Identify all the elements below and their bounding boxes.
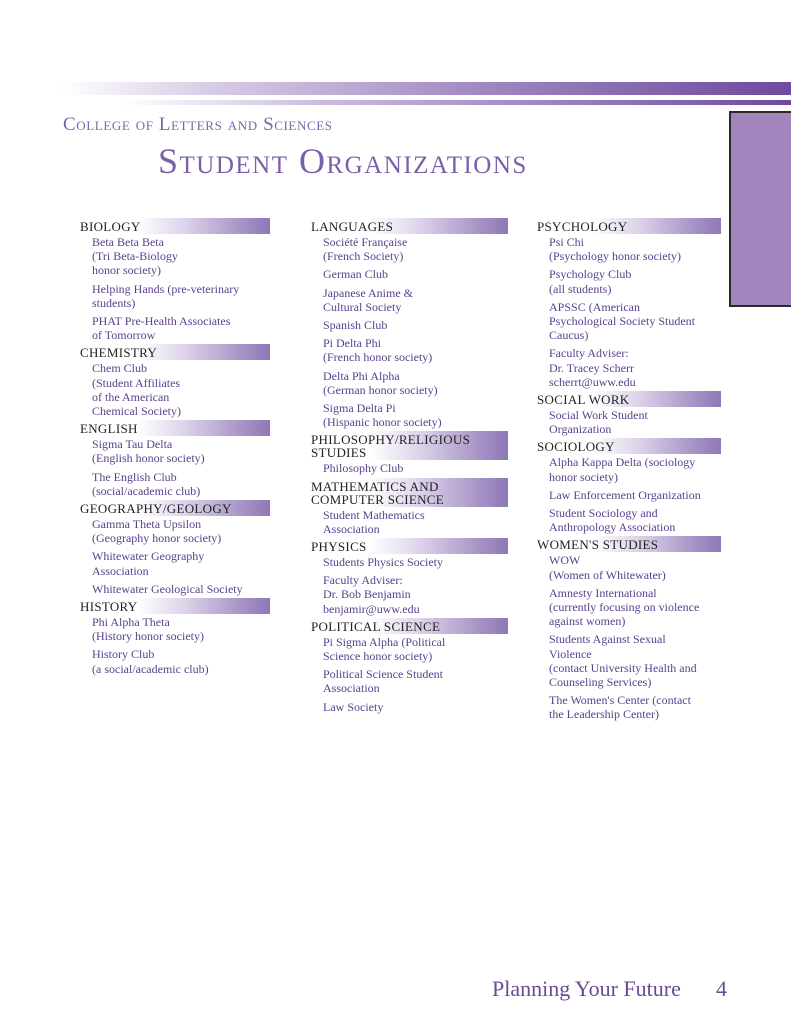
org-item: [80, 282, 270, 310]
org-section: [537, 218, 721, 389]
org-item-line: (Tri Beta-Biology: [92, 249, 178, 264]
org-item-line: Anthropology Association: [549, 520, 676, 535]
org-item: [311, 235, 508, 263]
org-item-line: German Club: [323, 267, 388, 282]
org-item-line: Pi Sigma Alpha (Political: [323, 634, 446, 649]
org-item-line: Organization: [549, 422, 612, 437]
org-section: [80, 598, 270, 676]
org-item-line: (German honor society): [323, 382, 438, 397]
org-item: [537, 235, 721, 263]
org-item: [80, 647, 270, 675]
org-item-line: Faculty Adviser:: [549, 346, 629, 361]
column-2: [311, 218, 508, 716]
section-header-line: STUDIES: [311, 445, 367, 461]
section-header: CHEMISTRY: [80, 344, 270, 360]
section-header: [311, 431, 508, 460]
org-item-line: Gamma Theta Upsilon: [92, 517, 202, 532]
section-header: WOMEN'S STUDIES: [537, 536, 721, 552]
org-item-line: Association: [323, 521, 380, 536]
section-header: SOCIAL WORK: [537, 391, 721, 407]
org-section: [537, 391, 721, 436]
org-item-line: Sigma Tau Delta: [92, 437, 173, 452]
org-item-line: Student Sociology and: [549, 506, 658, 521]
org-item-line: Beta Beta Beta: [92, 235, 164, 249]
org-item: [80, 437, 270, 465]
org-item-line: Amnesty International: [549, 585, 657, 600]
org-item-line: (French Society): [323, 249, 404, 264]
org-item: [311, 286, 508, 314]
section-header: LANGUAGES: [311, 218, 508, 234]
org-item-line: Science honor society): [323, 649, 433, 664]
org-item-line: The Women's Center (contact: [549, 693, 691, 708]
org-section: [537, 438, 721, 534]
org-item: [537, 455, 721, 483]
org-item: [311, 336, 508, 364]
org-item-line: Alpha Kappa Delta (sociology: [549, 455, 696, 470]
section-header-line: MATHEMATICS AND: [311, 478, 439, 494]
org-item-line: of the American: [92, 389, 170, 404]
org-item-line: Faculty Adviser:: [323, 573, 403, 588]
org-section: [311, 218, 508, 429]
org-item-line: Philosophy Club: [323, 461, 404, 476]
org-item: [80, 615, 270, 643]
side-tab-block: [729, 111, 791, 307]
org-section: [311, 618, 508, 714]
org-section: [311, 478, 508, 536]
org-item: [311, 369, 508, 397]
org-item-line: Delta Phi Alpha: [323, 368, 400, 383]
org-item-line: the Leadership Center): [549, 707, 659, 722]
college-subtitle: College of Letters and Sciences: [63, 114, 333, 135]
section-header: PSYCHOLOGY: [537, 218, 721, 234]
org-item: [537, 300, 721, 343]
section-header: HISTORY: [80, 598, 270, 614]
org-item-line: (contact University Health and: [549, 660, 697, 675]
org-item-line: Pi Delta Phi: [323, 336, 382, 351]
org-item-line: students): [92, 295, 136, 310]
org-item-line: Psychological Society Student: [549, 314, 695, 329]
org-item: [537, 693, 721, 721]
org-item-line: (a social/academic club): [92, 661, 209, 676]
decorative-top-bar: [60, 82, 791, 95]
org-item: [311, 267, 508, 281]
org-item: [311, 635, 508, 663]
org-item: [537, 553, 721, 581]
org-item: [80, 314, 270, 342]
org-item-line: benjamir@uww.edu: [323, 601, 420, 616]
org-item-line: Dr. Tracey Scherr: [549, 360, 634, 375]
org-item-line: Student Mathematics: [323, 507, 425, 522]
org-section: [80, 500, 270, 596]
org-item-line: PHAT Pre-Health Associates: [92, 314, 231, 329]
org-item: [80, 549, 270, 577]
org-item-line: (all students): [549, 281, 612, 296]
decorative-thin-bar: [120, 100, 791, 105]
org-item-line: Phi Alpha Theta: [92, 615, 170, 630]
org-item-line: Whitewater Geography: [92, 549, 205, 564]
footer-title: Planning Your Future: [492, 976, 681, 1001]
org-item-line: (English honor society): [92, 451, 205, 466]
org-item-line: Whitewater Geological Society: [92, 581, 243, 596]
org-item-line: Société Française: [323, 235, 408, 249]
column-1: [80, 218, 270, 678]
org-item-line: Caucus): [549, 328, 589, 343]
org-item-line: Psi Chi: [549, 235, 585, 249]
section-header: PHYSICS: [311, 538, 508, 554]
org-item-line: (Hispanic honor society): [323, 415, 442, 430]
org-item-line: WOW: [549, 553, 581, 568]
org-item: [537, 346, 721, 389]
page-number: 4: [716, 976, 727, 1001]
org-item: [80, 582, 270, 596]
section-header: BIOLOGY: [80, 218, 270, 234]
org-item: [537, 506, 721, 534]
org-section: [311, 538, 508, 616]
org-item: [80, 470, 270, 498]
org-item-line: Psychology Club: [549, 267, 632, 282]
org-item: [311, 461, 508, 475]
org-item: [311, 318, 508, 332]
org-item: [80, 235, 270, 278]
section-header: ENGLISH: [80, 420, 270, 436]
org-item-line: honor society): [549, 469, 618, 484]
section-header: SOCIOLOGY: [537, 438, 721, 454]
org-item-line: Dr. Bob Benjamin: [323, 587, 411, 602]
org-section: [311, 431, 508, 475]
org-item-line: Sigma Delta Pi: [323, 401, 396, 416]
org-item-line: Association: [92, 563, 149, 578]
org-item-line: Counseling Services): [549, 675, 652, 690]
page-title: Student Organizations: [158, 141, 528, 181]
org-item-line: (social/academic club): [92, 483, 201, 498]
org-item-line: Students Against Sexual: [549, 632, 666, 647]
org-item: [537, 408, 721, 436]
org-item-line: Cultural Society: [323, 299, 402, 314]
org-item-line: History Club: [92, 647, 155, 662]
org-item: [311, 700, 508, 714]
org-item-line: against women): [549, 614, 626, 629]
org-item-line: Japanese Anime &: [323, 285, 413, 300]
org-item: [537, 586, 721, 629]
org-item: [311, 555, 508, 569]
org-item: [80, 361, 270, 418]
org-item-line: Association: [323, 681, 380, 696]
org-item-line: (Psychology honor society): [549, 249, 681, 264]
org-item-line: (French honor society): [323, 350, 433, 365]
org-section: [80, 344, 270, 418]
section-header-line: COMPUTER SCIENCE: [311, 491, 445, 507]
org-item: [311, 508, 508, 536]
org-item-line: Violence: [549, 646, 592, 661]
org-item: [311, 573, 508, 616]
org-section: [80, 420, 270, 498]
section-header: [311, 478, 508, 507]
org-item: [537, 267, 721, 295]
org-item: [311, 667, 508, 695]
org-item: [537, 632, 721, 689]
org-item-line: Helping Hands (pre-veterinary: [92, 281, 240, 296]
org-section: [537, 536, 721, 721]
column-3: [537, 218, 721, 724]
org-item-line: (currently focusing on violence: [549, 600, 700, 615]
org-item-line: APSSC (American: [549, 299, 640, 314]
org-item-line: (History honor society): [92, 629, 204, 644]
org-item-line: The English Club: [92, 469, 177, 484]
org-item-line: (Geography honor society): [92, 531, 222, 546]
org-item-line: Spanish Club: [323, 318, 388, 333]
org-item: [311, 401, 508, 429]
org-item-line: of Tomorrow: [92, 328, 156, 343]
org-item-line: Social Work Student: [549, 408, 648, 423]
org-item-line: Law Enforcement Organization: [549, 487, 701, 502]
org-section: [80, 218, 270, 342]
org-item-line: (Student Affiliates: [92, 375, 181, 390]
org-item-line: Law Society: [323, 699, 384, 714]
org-item-line: Students Physics Society: [323, 555, 444, 570]
org-item-line: (Women of Whitewater): [549, 567, 666, 582]
org-item: [537, 488, 721, 502]
org-item-line: Political Science Student: [323, 667, 443, 682]
section-header: GEOGRAPHY/GEOLOGY: [80, 500, 270, 516]
section-header: POLITICAL SCIENCE: [311, 618, 508, 634]
section-header-line: PHILOSOPHY/RELIGIOUS: [311, 432, 471, 448]
org-item-line: scherrt@uww.edu: [549, 374, 636, 389]
org-item-line: Chem Club: [92, 361, 148, 376]
org-item-line: Chemical Society): [92, 404, 181, 419]
org-item-line: honor society): [92, 263, 161, 278]
org-item: [80, 517, 270, 545]
